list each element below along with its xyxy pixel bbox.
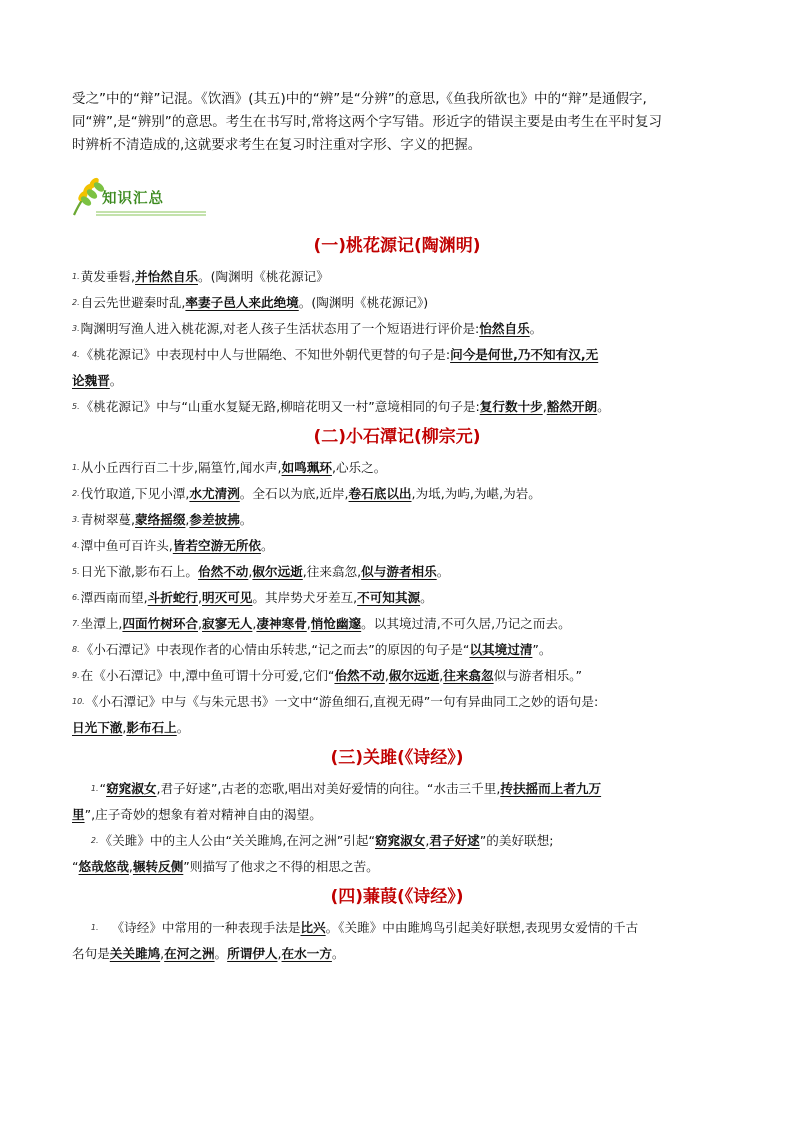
answer-text: 明灭可见 xyxy=(202,590,253,605)
item-number: 4. xyxy=(72,541,80,550)
item-text: 。 xyxy=(420,590,433,605)
item-text: 日光下澈,影布石上。 xyxy=(80,564,198,579)
answer-text: 并怡然自乐 xyxy=(135,269,198,284)
list-item-continued xyxy=(72,857,722,876)
section-4-title: (四)蒹葭(《诗经》) xyxy=(330,887,464,907)
answer-text: 窈窕淑女 xyxy=(374,833,426,848)
item-text: 。(陶渊明《桃花源记》 xyxy=(198,269,329,284)
answer-text: 里 xyxy=(72,807,85,822)
list-item xyxy=(72,779,722,798)
section-2-title: (二)小石潭记(柳宗元) xyxy=(313,427,481,447)
answer-text: 如鸣珮环 xyxy=(281,460,332,475)
item-text: , xyxy=(252,616,257,631)
item-text: 似与游者相乐。” xyxy=(493,668,582,683)
intro-line-2: 同“辨”,是“辨别”的意思。考生在书写时,常将这两个字写错。形近字的错误主要是由考生在平时复习 xyxy=(72,114,663,130)
item-text: , xyxy=(425,833,430,848)
answer-text: 豁然开朗 xyxy=(546,399,598,414)
item-number: 2. xyxy=(90,836,99,845)
item-text: 。 xyxy=(331,946,345,961)
item-text: ,往来翕忽, xyxy=(302,564,362,579)
item-number: 2. xyxy=(72,489,80,498)
list-item xyxy=(72,831,722,850)
answer-text: 日光下澈 xyxy=(72,720,123,735)
item-number: 5. xyxy=(72,402,80,411)
item-text: 。 xyxy=(176,720,190,735)
item-text: 黄发垂髫, xyxy=(80,269,136,284)
item-number: 8. xyxy=(72,645,80,654)
item-text: 潭中鱼可百许头, xyxy=(80,538,173,553)
answer-text: 卷石底以出 xyxy=(348,486,412,501)
answer-text: 不可知其源 xyxy=(357,590,421,605)
answer-text: 窈窕淑女 xyxy=(106,781,157,796)
item-text: ,心乐之。 xyxy=(331,460,387,475)
item-number: 7. xyxy=(72,619,80,628)
answer-text: 参差披拂 xyxy=(189,512,240,527)
list-item xyxy=(72,666,722,685)
item-text: 。以其境过清,不可久居,乃记之而去。 xyxy=(361,616,571,631)
item-text: 。 xyxy=(109,373,123,388)
knowledge-summary-banner xyxy=(72,171,722,221)
list-item xyxy=(72,614,722,633)
item-text: 。 xyxy=(529,321,543,336)
item-text: 自云先世避秦时乱, xyxy=(80,295,186,310)
item-text: 。 xyxy=(239,512,253,527)
list-item xyxy=(72,484,722,503)
item-text: 。(陶渊明《桃花源记》) xyxy=(298,295,429,310)
answer-text: 辗转反侧 xyxy=(132,859,184,874)
item-number: 1. xyxy=(90,784,99,793)
item-text: 从小丘西行百二十步,隔篁竹,闻水声, xyxy=(80,460,282,475)
item-text: 青树翠蔓, xyxy=(80,512,136,527)
item-text: , xyxy=(198,616,203,631)
item-text: ”则描写了他求之不得的相思之苦。 xyxy=(183,859,379,874)
answer-text: 悄怆幽邃 xyxy=(310,616,362,631)
item-number: 3. xyxy=(72,324,80,333)
item-text: , xyxy=(542,399,547,414)
item-number: 5. xyxy=(72,567,80,576)
item-text: 。 xyxy=(214,946,228,961)
list-item xyxy=(72,397,722,416)
item-text: 坐潭上, xyxy=(80,616,123,631)
answer-text: 四面竹树环合 xyxy=(122,616,198,631)
answer-text: 水尤清洌 xyxy=(189,486,240,501)
item-text: , xyxy=(128,859,133,874)
list-item xyxy=(72,345,722,364)
item-text: , xyxy=(122,720,127,735)
item-text: , xyxy=(306,616,311,631)
item-text: 。其岸势犬牙差互, xyxy=(252,590,358,605)
item-text: “ xyxy=(72,859,79,874)
answer-text: 悠哉悠哉 xyxy=(78,859,129,874)
item-text: 。全石以为底,近岸, xyxy=(239,486,349,501)
list-item xyxy=(72,640,722,659)
item-text: 陶渊明写渔人进入桃花源,对老人孩子生活状态用了一个短语进行评价是: xyxy=(80,321,480,336)
list-item xyxy=(72,692,722,711)
item-text: , xyxy=(160,946,165,961)
answer-text: 皆若空游无所依 xyxy=(172,538,261,553)
intro-line-1: 受之”中的“辩”记混。《饮酒》(其五)中的“辨”是“分辨”的意思,《鱼我所欲也》中的“辩”是通假字, xyxy=(72,91,647,107)
item-text: 《桃花源记》中表现村中人与世隔绝、不知世外朝代更替的句子是: xyxy=(80,347,451,362)
answer-text: 佁然不动 xyxy=(334,668,385,683)
item-text: 《桃花源记》中与“山重水复疑无路,柳暗花明又一村”意境相同的句子是: xyxy=(80,399,480,414)
answer-text: 俶尔远逝 xyxy=(388,668,440,683)
item-number: 4. xyxy=(72,350,80,359)
list-item-continued xyxy=(72,371,722,390)
answer-text: 以其境过清 xyxy=(469,642,533,657)
item-text: ”。 xyxy=(532,642,552,657)
item-text: , xyxy=(277,946,282,961)
list-item xyxy=(72,562,722,581)
document-page xyxy=(72,88,722,970)
answer-text: 佁然不动 xyxy=(198,564,249,579)
list-item-continued xyxy=(72,718,722,737)
item-text: , xyxy=(439,668,444,683)
answer-text: 复行数十步 xyxy=(479,399,543,414)
answer-text: 抟扶摇而上者九万 xyxy=(500,781,602,796)
item-text: , xyxy=(248,564,253,579)
list-item-continued xyxy=(72,944,722,963)
list-item xyxy=(72,588,722,607)
item-text: 《诗经》中常用的一种表现手法是 xyxy=(111,920,301,935)
item-text: , xyxy=(198,590,203,605)
list-item xyxy=(72,293,722,312)
item-text: 。《关雎》中由雎鸠鸟引起美好联想,表现男女爱情的千古 xyxy=(325,920,639,935)
intro-line-3: 时辨析不清造成的,这就要求考生在复习时注重对字形、字义的把握。 xyxy=(72,137,482,153)
list-item xyxy=(72,319,722,338)
item-text: 名句是 xyxy=(72,946,110,961)
item-text: , xyxy=(384,668,389,683)
item-text: 《小石潭记》中表现作者的心情由乐转悲,“记之而去”的原因的句子是“ xyxy=(80,642,470,657)
answer-text: 往来翕忽 xyxy=(443,668,494,683)
answer-text: 蒙络摇缀 xyxy=(135,512,186,527)
list-item xyxy=(72,458,722,477)
intro-paragraph xyxy=(72,88,722,157)
item-text: ,君子好逑”,古老的恋歌,唱出对美好爱情的向往。“水击三千里, xyxy=(156,781,501,796)
item-number: 6. xyxy=(72,593,80,602)
answer-text: 论魏晋 xyxy=(72,373,110,388)
item-text: ”,庄子奇妙的想象有着对精神自由的渴望。 xyxy=(84,807,322,822)
answer-text: 似与游者相乐 xyxy=(361,564,437,579)
item-text: 。 xyxy=(597,399,610,414)
list-item xyxy=(72,918,722,937)
answer-text: 凄神寒骨 xyxy=(256,616,307,631)
answer-text: 君子好逑 xyxy=(429,833,480,848)
item-text: 潭西南而望, xyxy=(80,590,148,605)
item-text: , xyxy=(185,512,190,527)
answer-text: 寂寥无人 xyxy=(202,616,253,631)
answer-text: 怡然自乐 xyxy=(479,321,530,336)
item-number: 3. xyxy=(72,515,80,524)
list-item xyxy=(72,267,722,286)
answer-text: 在河之洲 xyxy=(164,946,215,961)
item-number: 10. xyxy=(72,697,85,706)
item-text: “ xyxy=(99,781,107,796)
item-number: 1. xyxy=(72,463,80,472)
item-number: 1. xyxy=(90,923,99,932)
answer-text: 率妻子邑人来此绝境 xyxy=(185,295,299,310)
item-number: 2. xyxy=(72,298,80,307)
banner-title: 知识汇总 xyxy=(102,191,164,207)
list-item-continued xyxy=(72,805,722,824)
item-text: 在《小石潭记》中,潭中鱼可谓十分可爱,它们“ xyxy=(80,668,335,683)
item-text: 《关雎》中的主人公由“关关雎鸠,在河之洲”引起“ xyxy=(99,833,375,848)
item-text: ,为坻,为屿,为嵁,为岩。 xyxy=(411,486,541,501)
item-text: 《小石潭记》中与《与朱元思书》一文中“游鱼细石,直视无碍”一句有异曲同工之妙的语句是: xyxy=(85,694,599,709)
item-text: 。 xyxy=(436,564,450,579)
answer-text: 影布石上 xyxy=(126,720,177,735)
answer-text: 问今是何世,乃不知有汉,无 xyxy=(450,347,599,362)
item-text: 伐竹取道,下见小潭, xyxy=(80,486,190,501)
answer-text: 斗折蛇行 xyxy=(147,590,198,605)
answer-text: 比兴 xyxy=(300,920,326,935)
item-number: 1. xyxy=(72,272,80,281)
list-item xyxy=(72,510,722,529)
answer-text: 在水一方 xyxy=(281,946,332,961)
list-item xyxy=(72,536,722,555)
answer-text: 俶尔远逝 xyxy=(252,564,303,579)
item-text: ”的美好联想; xyxy=(479,833,554,848)
answer-text: 所谓伊人 xyxy=(227,946,278,961)
answer-text: 关关雎鸠 xyxy=(109,946,161,961)
item-text: 。 xyxy=(260,538,274,553)
item-number: 9. xyxy=(72,671,80,680)
section-1-title: (一)桃花源记(陶渊明) xyxy=(313,236,481,256)
section-3-title: (三)关雎(《诗经》) xyxy=(330,748,464,768)
